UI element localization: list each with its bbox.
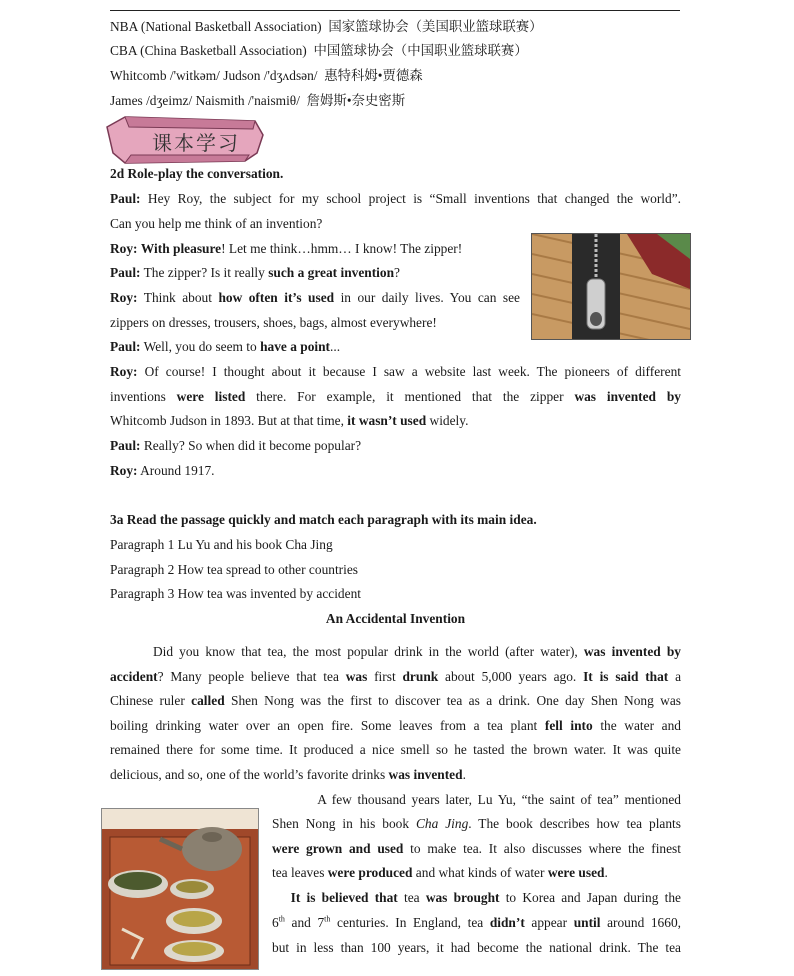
passage-line: Shen Nong in his book Cha Jing. The book describes how tea plants <box>272 816 681 831</box>
passage-line: were grown and used to make tea. It also discusses where the finest <box>272 841 681 856</box>
zipper-photo <box>531 233 691 340</box>
glossary-item: CBA (China Basketball Association) 中国篮球协会（中国职业篮球联赛） <box>110 43 528 58</box>
dialogue-line: Paul: Hey Roy, the subject for my school project is “Small inventions that changed the world”. <box>110 191 681 206</box>
dialogue-line: Roy: Of course! I thought about it because I saw a website last week. The pioneers of different <box>110 364 681 379</box>
list-item: Paragraph 3 How tea was invented by accident <box>110 586 361 601</box>
dialogue-line: Can you help me think of an invention? <box>110 216 323 231</box>
passage-line: delicious, and so, one of the world’s favorite drinks was invented. <box>110 767 466 782</box>
passage-line: Did you know that tea, the most popular drink in the world (after water), was invented by <box>152 644 681 659</box>
dialogue-line: inventions were listed there. For example, it mentioned that the zipper was invented by <box>110 389 682 404</box>
dialogue-line: Paul: Well, you do seem to have a point... <box>110 339 341 354</box>
passage-line: tea leaves were produced and what kinds of water were used. <box>272 865 608 880</box>
list-item: Paragraph 2 How tea spread to other countries <box>110 562 359 577</box>
passage-title: An Accidental Invention <box>325 611 466 626</box>
dialogue-line: Paul: Really? So when did it become popular? <box>110 438 362 453</box>
section-heading: 3a Read the passage quickly and match each paragraph with its main idea. <box>110 512 537 527</box>
glossary-item: James /dʒeimz/ Naismith /'naismiθ/ 詹姆斯•奈史密斯 <box>110 93 406 108</box>
glossary-item: NBA (National Basketball Association) 国家篮球协会（美国职业篮球联赛） <box>110 19 543 34</box>
glossary-item: Whitcomb /'witkəm/ Judson /'dʒʌdsən/ 惠特科姆•贾德森 <box>110 68 423 83</box>
passage-line: but in less than 100 years, it had become the national drink. The tea <box>272 940 681 955</box>
dialogue-line: Whitcomb Judson in 1893. But at that time, it wasn’t used widely. <box>110 413 469 428</box>
dialogue-line: Roy: With pleasure! Let me think…hmm… I know! The zipper! <box>110 241 463 256</box>
passage-line: It is believed that tea was brought to Korea and Japan during the <box>290 890 682 905</box>
passage-line: A few thousand years later, Lu Yu, “the saint of tea” mentioned <box>317 792 681 807</box>
passage-line: 6th and 7th centuries. In England, tea didn’t appear until around 1660, <box>272 914 681 930</box>
passage-line: boiling drinking water over an open fire. Some leaves from a tea plant fell into the water and <box>110 718 681 733</box>
section-heading: 2d Role-play the conversation. <box>110 166 284 181</box>
passage-line: remained there for some time. It produced a nice smell so he tasted the brown water. It was quite <box>110 742 681 757</box>
dialogue-line: Roy: Around 1917. <box>110 463 215 478</box>
top-rule <box>110 10 680 11</box>
passage-line: Chinese ruler called Shen Nong was the first to discover tea as a drink. One day Shen Nong was <box>110 693 681 708</box>
dialogue-line: zippers on dresses, trousers, shoes, bags, almost everywhere! <box>110 315 437 330</box>
passage-line: accident? Many people believe that tea was first drunk about 5,000 years ago. It is said that a <box>110 669 682 684</box>
tea-photo <box>101 808 259 970</box>
list-item: Paragraph 1 Lu Yu and his book Cha Jing <box>110 537 333 552</box>
dialogue-line: Roy: Think about how often it’s used in our daily lives. You can see <box>110 290 520 305</box>
dialogue-line: Paul: The zipper? Is it really such a great invention? <box>110 265 400 280</box>
banner-label: 课本学习 <box>152 131 240 155</box>
